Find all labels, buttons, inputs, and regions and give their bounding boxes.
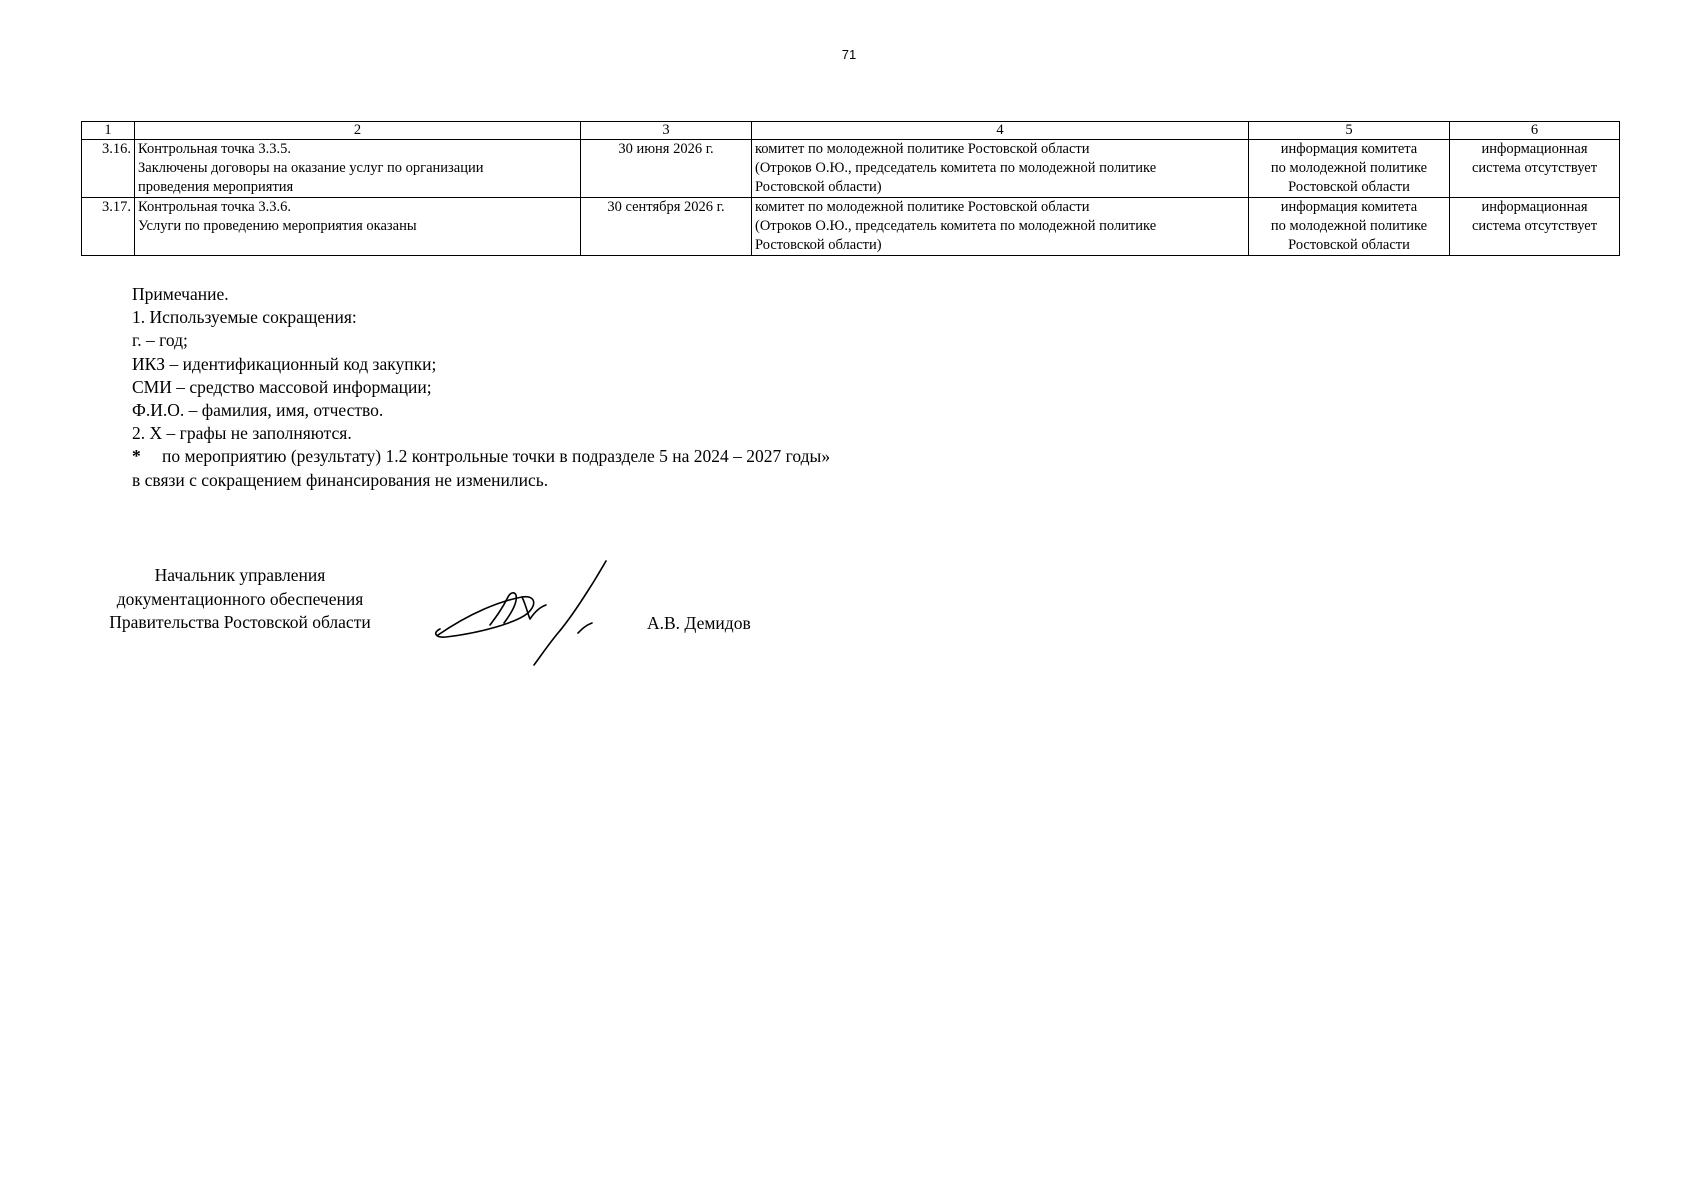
source-line: Ростовской области	[1288, 237, 1410, 253]
system-line: информационная	[1481, 199, 1588, 215]
table-row	[82, 198, 1620, 256]
footnote-text: по мероприятию (результату) 1.2 контрольные точки в подразделе 5 на 2024 – 2027 годы»	[162, 446, 831, 467]
signatory-title-line: Правительства Ростовской области	[109, 612, 371, 632]
responsible-cell	[752, 140, 1249, 198]
column-header: 4	[752, 122, 1249, 140]
system-cell	[1450, 198, 1620, 256]
responsible-line: комитет по молодежной политике Ростовской области	[755, 141, 1090, 157]
responsible-line: Ростовской области)	[755, 237, 882, 253]
handwritten-signature-icon	[430, 553, 640, 673]
abbreviation: ИКЗ – идентификационный код закупки;	[132, 353, 437, 374]
event-line: Заключены договоры на оказание услуг по организации	[138, 160, 484, 176]
signatory-title-line: Начальник управления	[154, 565, 326, 585]
event-line: проведения мероприятия	[138, 179, 294, 195]
footnote-asterisk: *	[132, 446, 141, 467]
row-number: 3.17.	[82, 198, 135, 256]
event-line: Контрольная точка 3.3.5.	[138, 141, 291, 157]
responsible-line: (Отроков О.Ю., председатель комитета по молодежной политике	[755, 160, 1157, 176]
source-cell	[1249, 198, 1450, 256]
column-header: 2	[135, 122, 581, 140]
date-cell: 30 сентября 2026 г.	[581, 198, 752, 256]
source-cell	[1249, 140, 1450, 198]
notes-item: 2. Х – графы не заполняются.	[132, 423, 352, 444]
table-row	[82, 140, 1620, 198]
event-cell	[135, 140, 581, 198]
source-line: по молодежной политике	[1270, 160, 1428, 176]
control-points-table	[81, 121, 1620, 256]
source-line: информация комитета	[1280, 141, 1418, 157]
row-number: 3.16.	[82, 140, 135, 198]
table-header-row	[82, 122, 1620, 140]
source-line: информация комитета	[1280, 199, 1418, 215]
column-header: 6	[1450, 122, 1620, 140]
responsible-line: Ростовской области)	[755, 179, 882, 195]
event-line: Контрольная точка 3.3.6.	[138, 199, 291, 215]
responsible-cell	[752, 198, 1249, 256]
column-header: 5	[1249, 122, 1450, 140]
footnote-continuation: в связи с сокращением финансирования не изменились.	[132, 469, 549, 490]
abbreviation: Ф.И.О. – фамилия, имя, отчество.	[132, 400, 384, 421]
signatory-name: А.В. Демидов	[647, 613, 751, 633]
signatory-title-line: документационного обеспечения	[116, 588, 364, 609]
event-cell	[135, 198, 581, 256]
abbreviation: г. – год;	[132, 330, 188, 351]
date-cell: 30 июня 2026 г.	[581, 140, 752, 198]
system-cell	[1450, 140, 1620, 198]
event-line: Услуги по проведению мероприятия оказаны	[138, 218, 417, 234]
notes-item: 1. Используемые сокращения:	[132, 307, 357, 328]
notes-title: Примечание.	[132, 284, 229, 304]
signatory-title	[80, 564, 400, 635]
page-number: 71	[841, 47, 857, 62]
source-line: Ростовской области	[1288, 179, 1410, 195]
column-header: 1	[82, 122, 135, 140]
responsible-line: комитет по молодежной политике Ростовской области	[755, 199, 1090, 215]
responsible-line: (Отроков О.Ю., председатель комитета по молодежной политике	[755, 218, 1157, 234]
abbreviation: СМИ – средство массовой информации;	[132, 376, 432, 397]
column-header: 3	[581, 122, 752, 140]
notes-section	[132, 283, 830, 492]
system-line: система отсутствует	[1471, 218, 1598, 234]
source-line: по молодежной политике	[1270, 218, 1428, 234]
footnote	[132, 445, 830, 468]
system-line: информационная	[1481, 141, 1588, 157]
system-line: система отсутствует	[1471, 160, 1598, 176]
